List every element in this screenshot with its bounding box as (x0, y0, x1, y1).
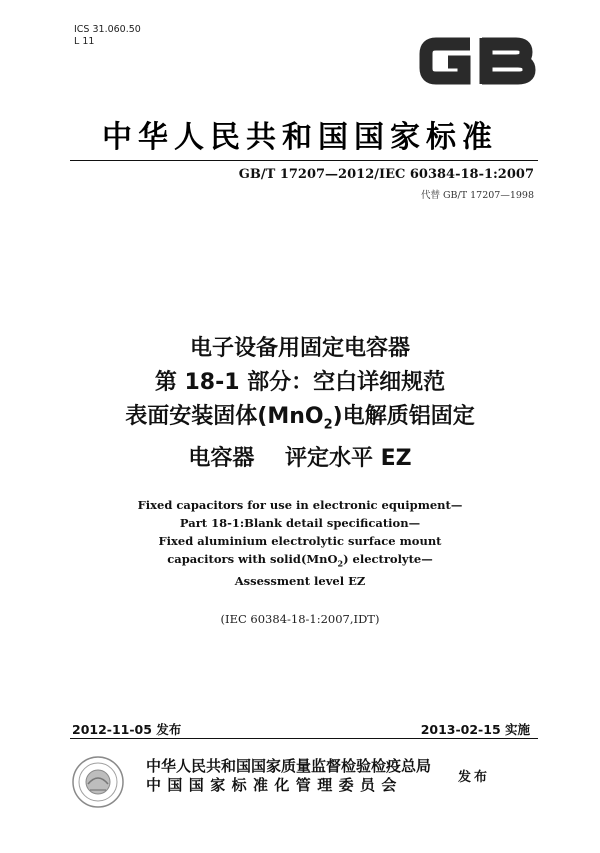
ics-code: ICS 31.060.50 (74, 24, 141, 35)
english-title (0, 496, 600, 590)
classification-block (74, 24, 141, 48)
chinese-title (0, 332, 600, 476)
english-title-line-3: Fixed aluminium electrolytic surface mount (158, 534, 442, 548)
english-title-line-1: Fixed capacitors for use in electronic equipment— (137, 498, 463, 512)
chinese-title-line-4: 电容器 评定水平 EZ (188, 446, 412, 472)
chinese-title-line-3-b: )电解质铝固定 (332, 404, 475, 429)
english-title-line-4-b: ) electrolyte— (343, 552, 433, 566)
chinese-title-line-3 (0, 400, 600, 442)
english-title-line-2: Part 18-1:Blank detail specification— (179, 516, 421, 530)
english-title-line-5: Assessment level EZ (234, 574, 366, 589)
official-seal-icon (70, 754, 126, 810)
standard-org-title: 中华人民共和国国家标准 (102, 120, 498, 155)
english-title-subscript: 2 (337, 558, 344, 569)
chinese-title-line-2: 第 18-1 部分：空白详细规范 (154, 370, 446, 395)
gb-logo-icon (416, 30, 538, 92)
standard-number: GB/T 17207—2012/IEC 60384-18-1:2007 (238, 167, 534, 182)
issue-label: 发布 (458, 770, 491, 785)
equivalence-note: (IEC 60384-18-1:2007,IDT) (220, 612, 380, 626)
issuer-sac: 中国国家标准化管理委员会 (146, 776, 403, 794)
replaces-note: 代替 GB/T 17207—1998 (420, 190, 534, 201)
english-title-line-4 (0, 550, 600, 572)
english-title-line-4-a: capacitors with solid(MnO (167, 552, 338, 566)
ccs-code: L 11 (74, 36, 95, 47)
footer-divider (70, 738, 538, 739)
chinese-title-line-3-a: 表面安装固体(MnO (125, 404, 324, 429)
issuer-aqsiq: 中华人民共和国国家质量监督检验检疫总局 (146, 757, 432, 775)
publication-date: 2012-11-05 发布 (72, 722, 182, 737)
header-divider (70, 160, 538, 161)
issuing-authorities (146, 757, 431, 795)
chinese-title-line-1: 电子设备用固定电容器 (189, 336, 410, 361)
implementation-date: 2013-02-15 实施 (420, 722, 530, 737)
chinese-title-subscript: 2 (323, 417, 333, 433)
